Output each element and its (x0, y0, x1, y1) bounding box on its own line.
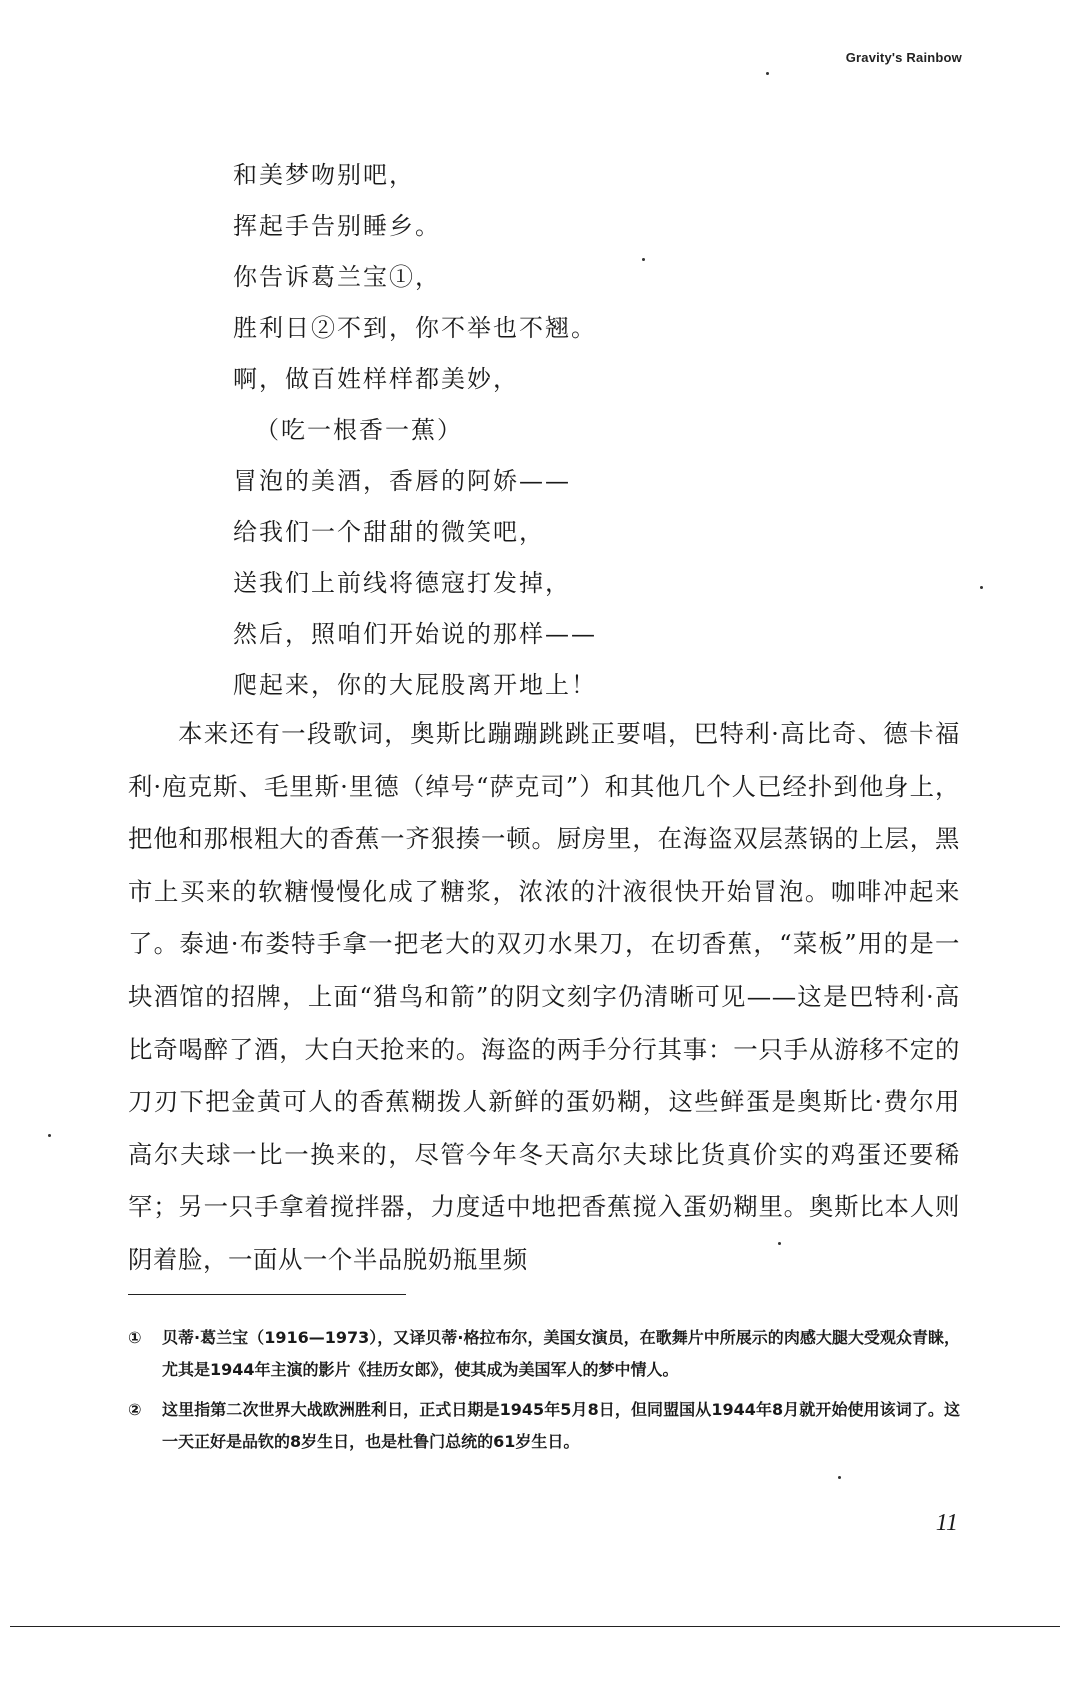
footnote-1 (128, 1322, 960, 1386)
footnotes (128, 1322, 960, 1466)
scan-speck (980, 586, 983, 589)
poem-line: 冒泡的美酒，香唇的阿娇—— (233, 467, 571, 495)
scan-speck (838, 1476, 841, 1479)
footnote-2 (128, 1394, 960, 1458)
poem-line-indented: （吃一根香一蕉） (255, 416, 463, 444)
poem-line: 挥起手告别睡乡。 (233, 212, 441, 240)
poem-line: 和美梦吻别吧， (233, 161, 415, 189)
poem-line: 胜利日②不到，你不举也不翘。 (233, 314, 597, 342)
poem-line: 你告诉葛兰宝①， (233, 263, 441, 291)
poem-line: 然后，照咱们开始说的那样—— (233, 620, 597, 648)
poem-line: 给我们一个甜甜的微笑吧， (233, 518, 545, 546)
poem-line: 爬起来，你的大屁股离开地上！ (233, 671, 597, 699)
poem-line: 送我们上前线将德寇打发掉， (233, 569, 571, 597)
footnote-marker: ① (128, 1328, 142, 1347)
running-header: Gravity's Rainbow (845, 50, 962, 65)
page-number: 11 (935, 1510, 958, 1536)
footnote-text: 贝蒂·葛兰宝（1916—1973），又译贝蒂·格拉布尔，美国女演员，在歌舞片中所展示的肉感大腿大受观众青睐，尤其是1944年主演的影片《挂历女郎》，使其成为美国军人的梦中情人。 (162, 1328, 960, 1379)
bottom-rule (10, 1626, 1060, 1627)
song-lyrics (233, 150, 597, 711)
scan-speck (642, 258, 645, 261)
footnote-marker: ② (128, 1400, 142, 1419)
body-paragraph: 本来还有一段歌词，奥斯比蹦蹦跳跳正要唱，巴特利·高比奇、德卡福利·庖克斯、毛里斯·里德（绰号“萨克司”）和其他几个人已经扑到他身上，把他和那根粗大的香蕉一齐狠揍一顿。厨房里，在海盗双层蒸锅的上层，黑市上买来的软糖慢慢化成了糖浆，浓浓的汁液很快开始冒泡。咖啡冲起来了。泰迪·布娄特手拿一把老大的双刃水果刀，在切香蕉，“菜板”用的是一块酒馆的招牌，上面“猎鸟和箭”的阴文刻字仍清晰可见——这是巴特利·高比奇喝醉了酒，大白天抢来的。海盗的两手分行其事：一只手从游移不定的刀刃下把金黄可人的香蕉糊拨人新鲜的蛋奶糊，这些鲜蛋是奥斯比·费尔用高尔夫球一比一换来的，尽管今年冬天高尔夫球比货真价实的鸡蛋还要稀罕；另一只手拿着搅拌器，力度适中地把香蕉搅入蛋奶糊里。奥斯比本人则阴着脸，一面从一个半品脱奶瓶里频 (128, 719, 960, 1274)
scan-speck (778, 1242, 781, 1245)
poem-line: 啊，做百姓样样都美妙， (233, 365, 519, 393)
footnote-text: 这里指第二次世界大战欧洲胜利日，正式日期是1945年5月8日，但同盟国从1944年8月就开始使用该词了。这一天正好是品钦的8岁生日，也是杜鲁门总统的61岁生日。 (162, 1400, 960, 1451)
footnote-divider (128, 1294, 406, 1295)
scan-speck (766, 72, 769, 75)
scan-speck (48, 1134, 51, 1137)
